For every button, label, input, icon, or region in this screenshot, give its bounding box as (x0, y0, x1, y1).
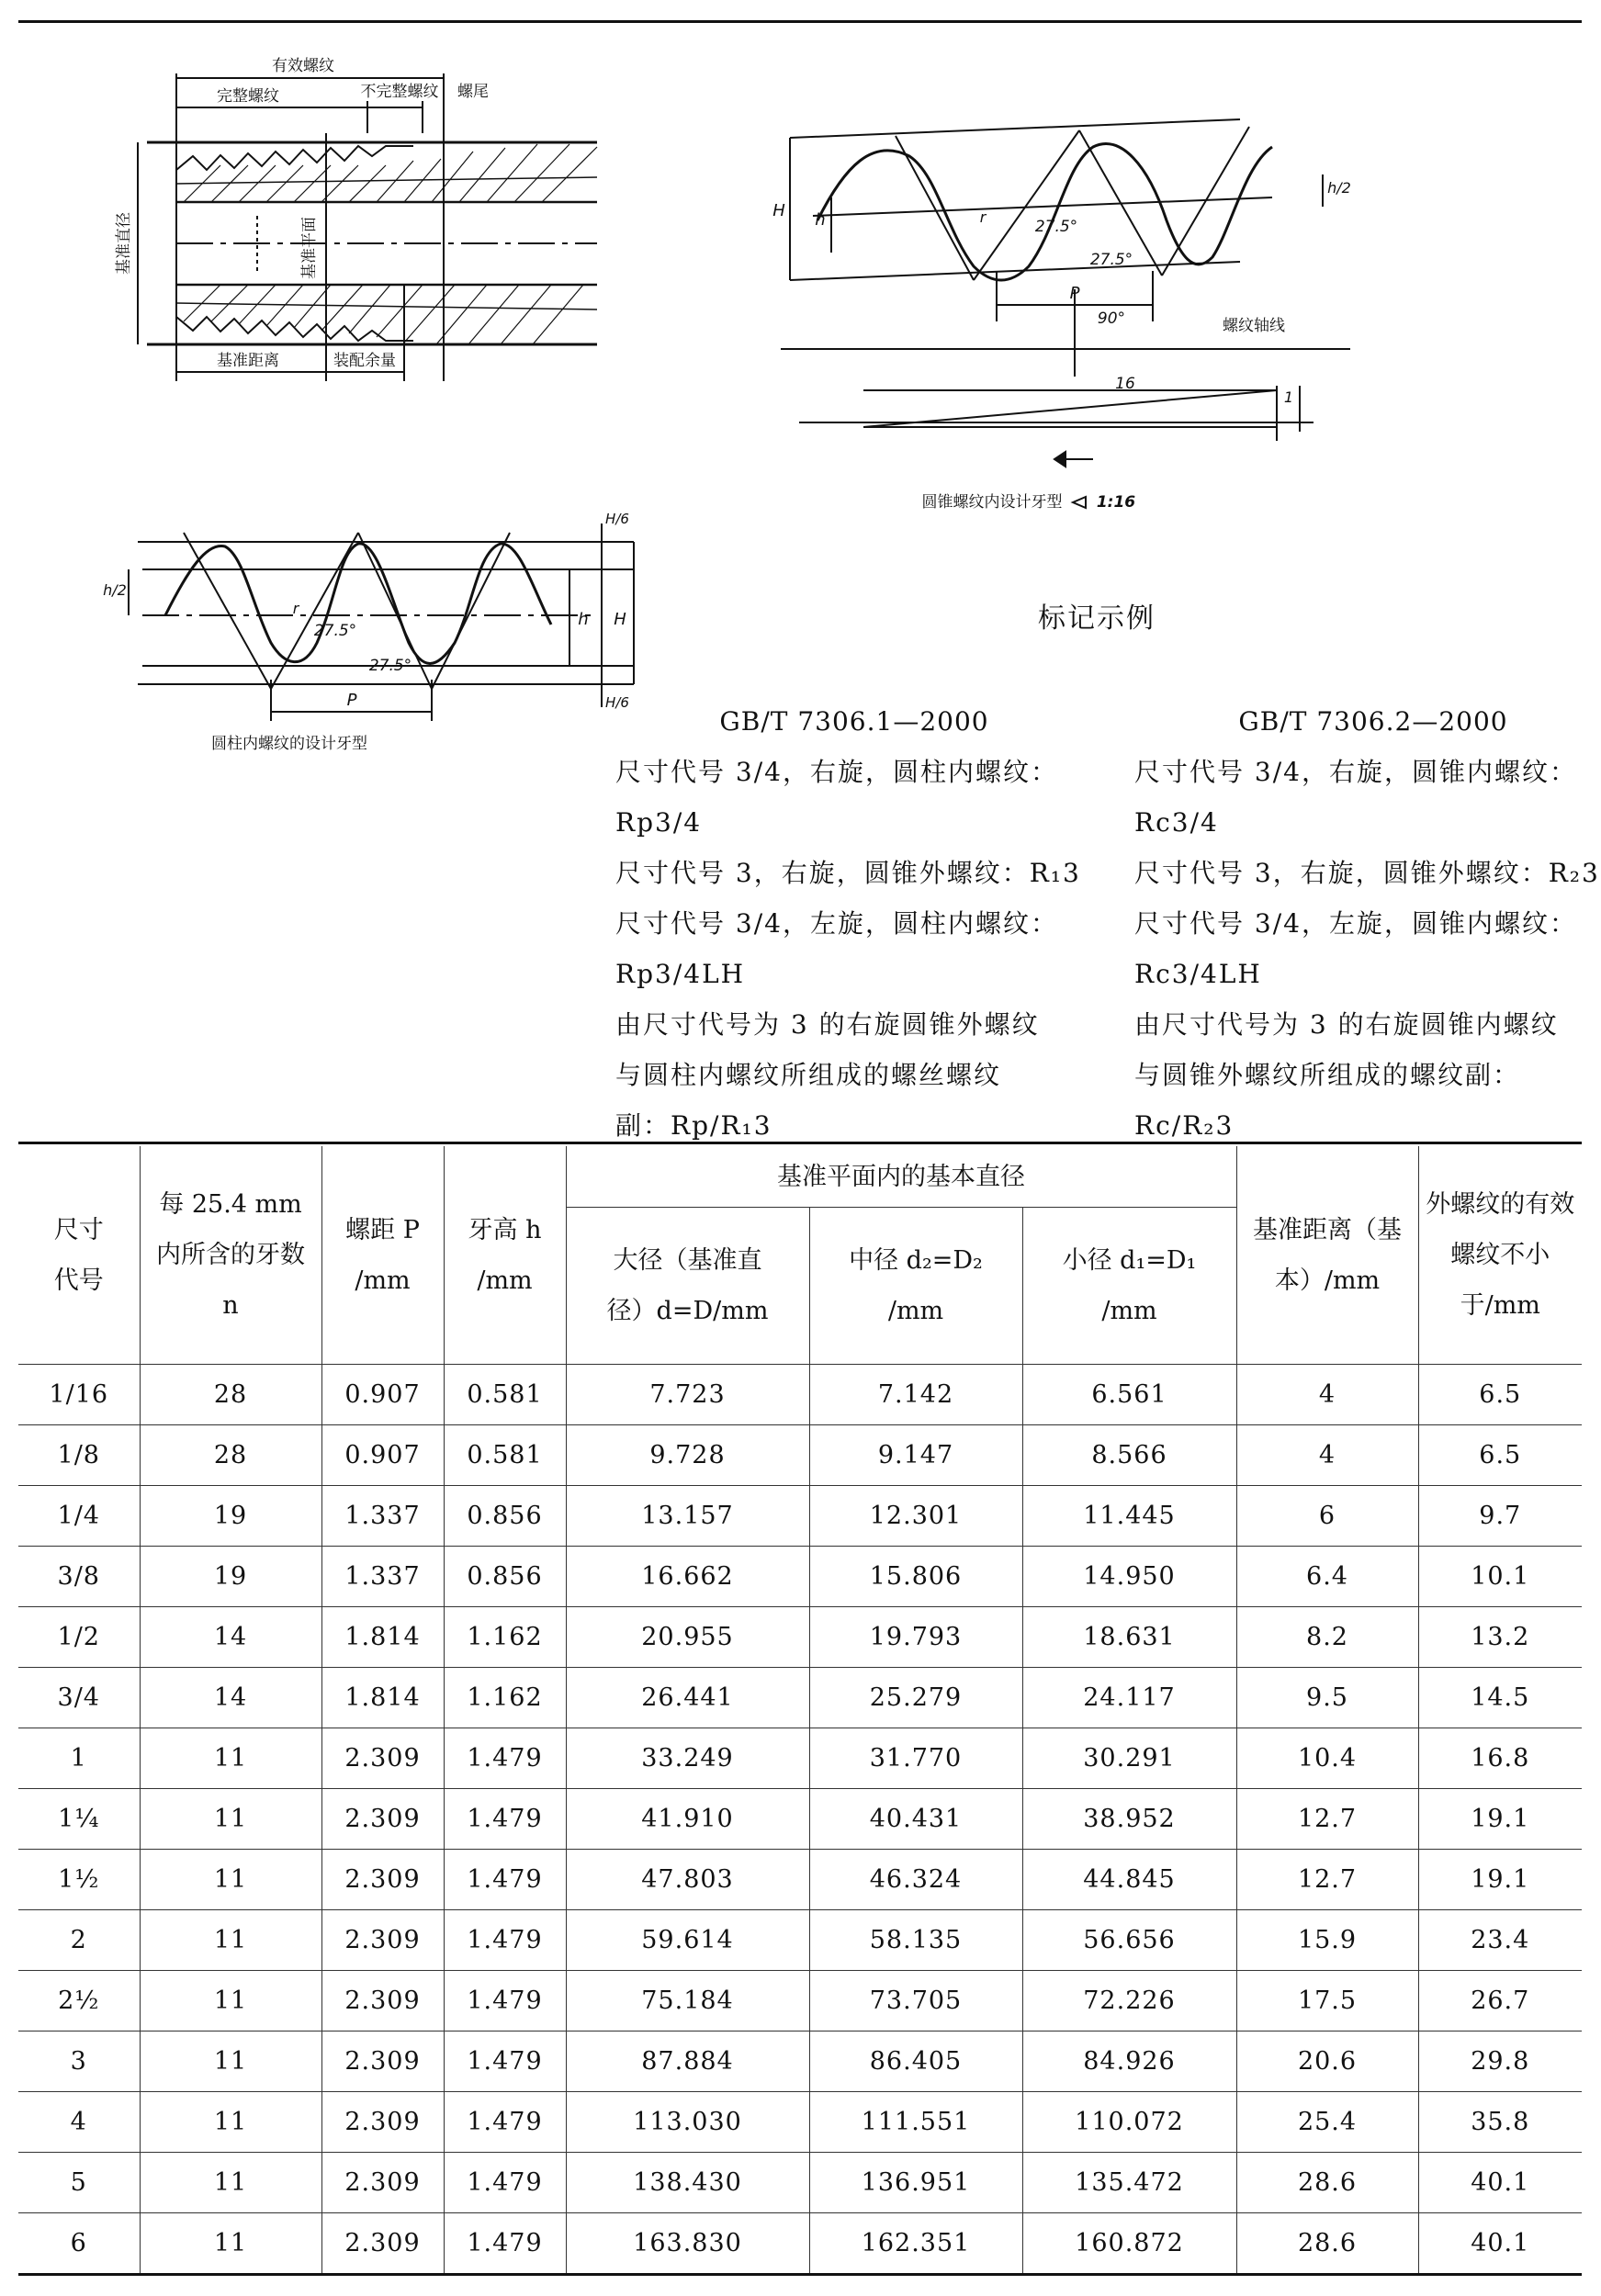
example-left-line: 与圆柱内螺纹所组成的螺丝螺纹 (615, 1060, 1002, 1090)
fig2-label-angle-1: 27.5° (1034, 218, 1078, 236)
table-cell: 25.4 (1236, 2092, 1418, 2153)
table-cell: 20.6 (1236, 2032, 1418, 2092)
table-cell: 46.324 (809, 1850, 1022, 1910)
fig2-label-r: r (979, 208, 987, 226)
table-cell: 19.1 (1418, 1789, 1582, 1850)
table-cell: 3/4 (18, 1668, 140, 1728)
table-cell: 11 (140, 1971, 321, 2032)
table-row (18, 1607, 1582, 1668)
table-cell: 15.806 (809, 1547, 1022, 1607)
table-cell: 8.2 (1236, 1607, 1418, 1668)
table-row (18, 1547, 1582, 1607)
table-cell: 1.479 (444, 1728, 566, 1789)
table-cell: 2.309 (321, 1728, 444, 1789)
table-row (18, 1365, 1582, 1425)
table-row (18, 2213, 1582, 2275)
fig2-label-axis: 螺纹轴线 (1223, 317, 1285, 335)
fig1-label-reference-plane: 基准平面 (300, 217, 319, 279)
table-cell: 1¼ (18, 1789, 140, 1850)
fig1-label-effective: 有效螺纹 (272, 57, 334, 75)
header-basic-diameters: 基准平面内的基本直径 (566, 1146, 1236, 1208)
table-cell: 6.4 (1236, 1547, 1418, 1607)
fig3-label-angle-1: 27.5° (313, 622, 357, 640)
example-right-line: 尺寸代号 3/4，左旋，圆锥内螺纹： (1134, 908, 1577, 939)
table-cell: 28 (140, 1365, 321, 1425)
table-cell: 0.581 (444, 1365, 566, 1425)
example-right-standard: GB/T 7306.2—2000 (1238, 706, 1508, 737)
table-cell: 1.814 (321, 1668, 444, 1728)
fig1-label-complete: 完整螺纹 (217, 87, 279, 106)
table-cell: 14 (140, 1607, 321, 1668)
table-cell: 4 (1236, 1365, 1418, 1425)
fig2-taper-ratio: 1:16 (1096, 493, 1136, 512)
fig2-caption: 圆锥螺纹内设计牙型 (921, 493, 1063, 512)
example-left-line: 尺寸代号 3，右旋，圆锥外螺纹：R₁3 (615, 858, 1081, 888)
table-cell: 11 (140, 1728, 321, 1789)
table-cell: 23.4 (1418, 1910, 1582, 1971)
table-cell: 2½ (18, 1971, 140, 2032)
table-cell: 13.157 (566, 1486, 809, 1547)
table-row (18, 2032, 1582, 2092)
fig2-label-16: 16 (1115, 375, 1135, 393)
header-pitch-diameter: 中径 d₂=D₂ /mm (809, 1208, 1022, 1365)
header-major-diameter: 大径（基准直径）d=D/mm (566, 1208, 809, 1365)
table-cell: 1.337 (321, 1547, 444, 1607)
fig1-label-gauge-length: 基准距离 (217, 352, 279, 370)
table-cell: 28.6 (1236, 2213, 1418, 2275)
fig3-label-h-half: h/2 (103, 581, 127, 599)
example-left-line: 尺寸代号 3/4，左旋，圆柱内螺纹： (615, 908, 1058, 939)
header-thread-height: 牙高 h /mm (444, 1146, 566, 1365)
fig2-label-angle-2: 27.5° (1089, 251, 1133, 269)
table-row (18, 1425, 1582, 1486)
table-cell: 2.309 (321, 1971, 444, 2032)
example-left-line: Rp3/4LH (615, 959, 746, 989)
table-cell: 14.950 (1022, 1547, 1236, 1607)
example-right-line: Rc3/4 (1134, 807, 1219, 838)
table-cell: 1½ (18, 1850, 140, 1910)
table-cell: 19.1 (1418, 1850, 1582, 1910)
table-cell: 11 (140, 2213, 321, 2275)
table-cell: 1.337 (321, 1486, 444, 1547)
table-cell: 160.872 (1022, 2213, 1236, 2275)
table-cell: 19.793 (809, 1607, 1022, 1668)
fig3-label-h: h (578, 610, 589, 629)
table-cell: 111.551 (809, 2092, 1022, 2153)
fig3-caption: 圆柱内螺纹的设计牙型 (211, 735, 367, 753)
table-cell: 1/2 (18, 1607, 140, 1668)
example-right-line: 尺寸代号 3，右旋，圆锥外螺纹：R₂3 (1134, 858, 1600, 888)
table-cell: 1.479 (444, 1789, 566, 1850)
table-cell: 6 (18, 2213, 140, 2275)
figure-parallel-thread-profile (92, 496, 652, 762)
table-cell: 28 (140, 1425, 321, 1486)
table-cell: 0.907 (321, 1425, 444, 1486)
table-cell: 1/8 (18, 1425, 140, 1486)
table-cell: 3 (18, 2032, 140, 2092)
example-right-line: Rc3/4LH (1134, 959, 1262, 989)
fig3-label-r: r (292, 600, 299, 617)
table-cell: 38.952 (1022, 1789, 1236, 1850)
table-cell: 11 (140, 1789, 321, 1850)
fig1-label-tail: 螺尾 (457, 83, 489, 101)
table-cell: 41.910 (566, 1789, 809, 1850)
table-cell: 20.955 (566, 1607, 809, 1668)
table-cell: 1.162 (444, 1668, 566, 1728)
table-cell: 2.309 (321, 2213, 444, 2275)
thread-dimension-table (18, 1146, 1582, 2276)
table-cell: 6.561 (1022, 1365, 1236, 1425)
marking-example-title: 标记示例 (1038, 602, 1156, 635)
table-cell: 18.631 (1022, 1607, 1236, 1668)
table-row (18, 1668, 1582, 1728)
table-cell: 87.884 (566, 2032, 809, 2092)
table-cell: 2.309 (321, 2092, 444, 2153)
example-left-column (615, 696, 1093, 1151)
table-cell: 0.856 (444, 1547, 566, 1607)
header-useful-thread: 外螺纹的有效螺纹不小于/mm (1418, 1146, 1582, 1365)
table-cell: 1.479 (444, 2092, 566, 2153)
fig1-label-wrench-allowance: 装配余量 (333, 352, 396, 370)
example-left-line: 由尺寸代号为 3 的右旋圆锥外螺纹 (615, 1009, 1040, 1040)
table-cell: 35.8 (1418, 2092, 1582, 2153)
table-cell: 16.8 (1418, 1728, 1582, 1789)
table-cell: 1.479 (444, 1971, 566, 2032)
table-cell: 40.1 (1418, 2213, 1582, 2275)
fig1-label-reference-diameter: 基准直径 (115, 212, 133, 275)
table-cell: 2.309 (321, 1850, 444, 1910)
table-cell: 84.926 (1022, 2032, 1236, 2092)
fig2-label-90: 90° (1097, 310, 1126, 328)
table-cell: 10.1 (1418, 1547, 1582, 1607)
table-cell: 1/4 (18, 1486, 140, 1547)
table-cell: 163.830 (566, 2213, 809, 2275)
table-cell: 28.6 (1236, 2153, 1418, 2213)
table-row (18, 1850, 1582, 1910)
table-cell: 31.770 (809, 1728, 1022, 1789)
table-cell: 15.9 (1236, 1910, 1418, 1971)
table-cell: 4 (1236, 1425, 1418, 1486)
example-left-line: 尺寸代号 3/4，右旋，圆柱内螺纹： (615, 757, 1058, 787)
table-cell: 17.5 (1236, 1971, 1418, 2032)
figure-taper-thread-profile (762, 110, 1369, 533)
example-left-standard: GB/T 7306.1—2000 (719, 706, 989, 737)
table-cell: 2 (18, 1910, 140, 1971)
table-cell: 1.162 (444, 1607, 566, 1668)
table-cell: 0.581 (444, 1425, 566, 1486)
header-gauge-length: 基准距离（基本）/mm (1236, 1146, 1418, 1365)
header-size: 尺寸代号 (18, 1146, 140, 1365)
table-row (18, 1910, 1582, 1971)
fig3-label-H6-top: H/6 (605, 511, 629, 527)
table-cell: 72.226 (1022, 1971, 1236, 2032)
table-cell: 14.5 (1418, 1668, 1582, 1728)
example-left-line: Rp3/4 (615, 807, 703, 838)
table-cell: 8.566 (1022, 1425, 1236, 1486)
figure-thread-length-section (110, 51, 625, 400)
table-cell: 19 (140, 1547, 321, 1607)
top-rule (18, 20, 1582, 23)
table-cell: 1/16 (18, 1365, 140, 1425)
table-cell: 138.430 (566, 2153, 809, 2213)
table-cell: 40.1 (1418, 2153, 1582, 2213)
table-cell: 1.814 (321, 1607, 444, 1668)
table-top-rule (18, 1142, 1582, 1144)
table-cell: 11 (140, 2092, 321, 2153)
table-cell: 6 (1236, 1486, 1418, 1547)
table-cell: 2.309 (321, 2153, 444, 2213)
table-cell: 2.309 (321, 1789, 444, 1850)
table-cell: 13.2 (1418, 1607, 1582, 1668)
table-row (18, 1789, 1582, 1850)
example-right-line: 尺寸代号 3/4，右旋，圆锥内螺纹： (1134, 757, 1577, 787)
fig2-label-H: H (772, 201, 785, 220)
table-cell: 2.309 (321, 2032, 444, 2092)
fig2-label-P: P (1069, 284, 1080, 303)
example-right-line: 与圆锥外螺纹所组成的螺纹副： (1134, 1060, 1521, 1090)
table-body (18, 1365, 1582, 2275)
table-row (18, 2153, 1582, 2213)
table-cell: 59.614 (566, 1910, 809, 1971)
example-right-column (1134, 696, 1601, 1151)
table-row (18, 2092, 1582, 2153)
table-cell: 6.5 (1418, 1425, 1582, 1486)
fig2-label-h-half: h/2 (1327, 179, 1351, 197)
table-cell: 1.479 (444, 2213, 566, 2275)
table-cell: 12.301 (809, 1486, 1022, 1547)
table-cell: 24.117 (1022, 1668, 1236, 1728)
table-cell: 14 (140, 1668, 321, 1728)
table-cell: 9.5 (1236, 1668, 1418, 1728)
fig3-label-H6-bottom: H/6 (605, 694, 629, 711)
table-cell: 44.845 (1022, 1850, 1236, 1910)
header-tpi: 每 25.4 mm 内所含的牙数 n (140, 1146, 321, 1365)
table-cell: 26.7 (1418, 1971, 1582, 2032)
table-cell: 110.072 (1022, 2092, 1236, 2153)
table-cell: 113.030 (566, 2092, 809, 2153)
table-cell: 1.479 (444, 2153, 566, 2213)
table-cell: 9.147 (809, 1425, 1022, 1486)
fig2-label-h: h (815, 210, 826, 230)
table-cell: 136.951 (809, 2153, 1022, 2213)
fig3-label-angle-2: 27.5° (368, 657, 412, 675)
table-cell: 4 (18, 2092, 140, 2153)
table-cell: 86.405 (809, 2032, 1022, 2092)
table-row (18, 1486, 1582, 1547)
header-pitch: 螺距 P /mm (321, 1146, 444, 1365)
table-cell: 3/8 (18, 1547, 140, 1607)
table-cell: 16.662 (566, 1547, 809, 1607)
example-right-line: 由尺寸代号为 3 的右旋圆锥内螺纹 (1134, 1009, 1559, 1040)
fig3-label-P: P (346, 691, 357, 710)
table-cell: 11 (140, 2032, 321, 2092)
table-cell: 7.723 (566, 1365, 809, 1425)
table-cell: 135.472 (1022, 2153, 1236, 2213)
table-cell: 58.135 (809, 1910, 1022, 1971)
table-cell: 5 (18, 2153, 140, 2213)
table-cell: 56.656 (1022, 1910, 1236, 1971)
table-cell: 19 (140, 1486, 321, 1547)
example-right-line: Rc/R₂3 (1134, 1110, 1235, 1141)
table-cell: 6.5 (1418, 1365, 1582, 1425)
table-cell: 40.431 (809, 1789, 1022, 1850)
table-cell: 25.279 (809, 1668, 1022, 1728)
table-cell: 11 (140, 1910, 321, 1971)
table-cell: 1.479 (444, 1850, 566, 1910)
table-cell: 0.907 (321, 1365, 444, 1425)
table-cell: 9.7 (1418, 1486, 1582, 1547)
table-cell: 73.705 (809, 1971, 1022, 2032)
table-cell: 33.249 (566, 1728, 809, 1789)
table-cell: 0.856 (444, 1486, 566, 1547)
table-cell: 12.7 (1236, 1789, 1418, 1850)
header-minor-diameter: 小径 d₁=D₁ /mm (1022, 1208, 1236, 1365)
fig2-label-1: 1 (1283, 388, 1294, 406)
table-cell: 47.803 (566, 1850, 809, 1910)
table-cell: 12.7 (1236, 1850, 1418, 1910)
fig3-label-H: H (614, 610, 626, 629)
table-cell: 1 (18, 1728, 140, 1789)
table-cell: 11 (140, 1850, 321, 1910)
table-cell: 1.479 (444, 2032, 566, 2092)
table-cell: 11 (140, 2153, 321, 2213)
table-cell: 75.184 (566, 1971, 809, 2032)
table-cell: 26.441 (566, 1668, 809, 1728)
table-cell: 9.728 (566, 1425, 809, 1486)
table-cell: 11.445 (1022, 1486, 1236, 1547)
fig1-label-incomplete: 不完整螺纹 (360, 83, 439, 101)
example-left-line: 副：Rp/R₁3 (615, 1110, 772, 1141)
table-cell: 7.142 (809, 1365, 1022, 1425)
table-cell: 162.351 (809, 2213, 1022, 2275)
table-row (18, 1971, 1582, 2032)
table-cell: 1.479 (444, 1910, 566, 1971)
table-cell: 2.309 (321, 1910, 444, 1971)
table-cell: 10.4 (1236, 1728, 1418, 1789)
table-cell: 30.291 (1022, 1728, 1236, 1789)
table-cell: 29.8 (1418, 2032, 1582, 2092)
table-row (18, 1728, 1582, 1789)
